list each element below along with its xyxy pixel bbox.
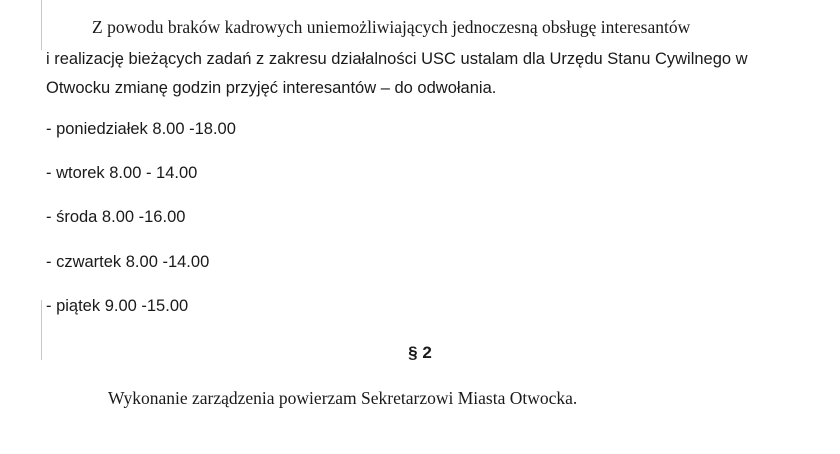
schedule-item-monday: - poniedziałek 8.00 -18.00 [46, 120, 236, 138]
closing-sentence: Wykonanie zarządzenia powierzam Sekretarzowi Miasta Otwocka. [108, 388, 578, 408]
intro-line-2: i realizację bieżących zadań z zakresu działalności USC ustalam dla Urzędu Stanu Cywilnego w [46, 50, 748, 68]
schedule-item-thursday: - czwartek 8.00 -14.00 [46, 253, 210, 271]
schedule-item-tuesday: - wtorek 8.00 - 14.00 [46, 164, 198, 182]
intro-line-3: Otwocku zmianę godzin przyjęć interesantów – do odwołania. [46, 79, 497, 97]
schedule-item-friday: - piątek 9.00 -15.00 [46, 297, 189, 315]
margin-line-top [41, 0, 42, 50]
schedule-item-wednesday: - środa 8.00 -16.00 [46, 208, 186, 226]
intro-line-1: Z powodu braków kadrowych uniemożliwiających jednoczesną obsługę interesantów [92, 17, 691, 37]
section-heading: § 2 [408, 343, 432, 362]
